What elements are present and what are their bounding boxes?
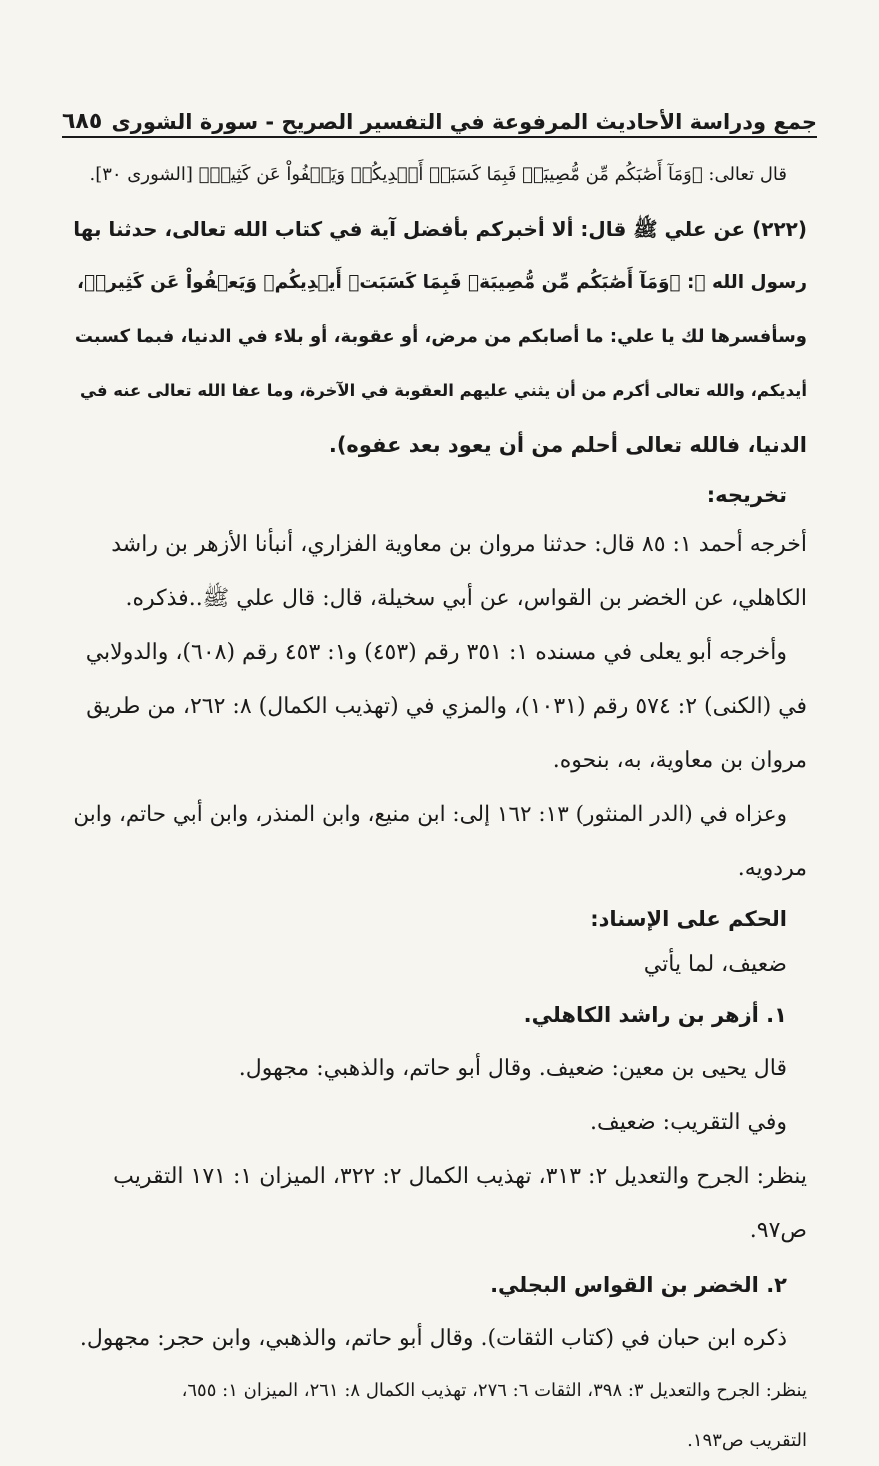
- narrator-note: وفي التقريب: ضعيف.: [589, 1110, 787, 1135]
- narrator-heading: ١. أزهر بن راشد الكاهلي.: [523, 1003, 787, 1027]
- takhrij-line: الكاهلي، عن الخضر بن القواس، عن أبي سخيلة، قال: قال علي ﷺ..فذكره.: [125, 586, 807, 611]
- verse-line: قال تعالى: ﴿وَمَآ أَصَٰبَكُم مِّن مُّصِيبَةٖ فَبِمَا كَسَبَتۡ أَيۡدِيكُمۡ وَيَعۡفُواْ عَن كَثِيرٖ﴾ [الشورى ٣٠].: [89, 164, 787, 185]
- reference-line: ينظر: الجرح والتعديل ٣: ٣٩٨، الثقات ٦: ٢٧٦، تهذيب الكمال ٨: ٢٦١، الميزان ١: ٦٥٥،: [181, 1380, 807, 1401]
- narrator-note: قال يحيى بن معين: ضعيف. وقال أبو حاتم، والذهبي: مجهول.: [238, 1056, 787, 1081]
- takhrij-line: أخرجه أحمد ١: ٨٥ قال: حدثنا مروان بن معاوية الفزاري، أنبأنا الأزهر بن راشد: [111, 532, 807, 557]
- hadith-text-line: (٢٢٢) عن علي ﷺ قال: ألا أخبركم بأفضل آية في كتاب الله تعالى، حدثنا بها: [73, 217, 807, 241]
- takhrij-line: في (الكنى) ٢: ٥٧٤ رقم (١٠٣١)، والمزي في (تهذيب الكمال) ٨: ٢٦٢، من طريق: [86, 694, 807, 719]
- hadith-text-line: الدنيا، فالله تعالى أحلم من أن يعود بعد عفوه).: [328, 433, 807, 457]
- narrator-note: ذكره ابن حبان في (كتاب الثقات). وقال أبو حاتم، والذهبي، وابن حجر: مجهول.: [79, 1326, 787, 1351]
- takhrij-line: وعزاه في (الدر المنثور) ١٣: ١٦٢ إلى: ابن منيع، وابن المنذر، وابن أبي حاتم، وابن: [73, 802, 787, 827]
- hadith-text-line: أيديكم، والله تعالى أكرم من أن يثني عليهم العقوبة في الآخرة، وما عفا الله تعالى عنه في: [80, 381, 807, 400]
- page-number: ٦٨٥: [62, 109, 103, 134]
- reference-line: ينظر: الجرح والتعديل ٢: ٣١٣، تهذيب الكمال ٢: ٣٢٢، الميزان ١: ١٧١ التقريب: [113, 1164, 807, 1189]
- takhrij-line: مردويه.: [737, 856, 807, 881]
- takhrij-line: وأخرجه أبو يعلى في مسنده ١: ٣٥١ رقم (٤٥٣) و١: ٤٥٣ رقم (٦٠٨)، والدولابي: [85, 640, 787, 665]
- page-body: [72, 148, 807, 1466]
- reference-line: ص٩٧.: [749, 1218, 807, 1243]
- hadith-text-line: وسأفسرها لك يا علي: ما أصابكم من مرض، أو عقوبة، أو بلاء في الدنيا، فبما كسبت: [74, 326, 807, 347]
- section-heading-takhrij: تخريجه:: [706, 483, 787, 507]
- header-rule: [62, 136, 817, 138]
- running-header: [62, 100, 817, 134]
- ruling-line: ضعيف، لما يأتي: [643, 952, 787, 977]
- hadith-text-line: رسول الله ﷺ: ﴿وَمَآ أَصَٰبَكُم مِّن مُّصِيبَةٖ فَبِمَا كَسَبَتۡ أَيۡدِيكُمۡ وَيَعۡفُواْ عَن كَثِيرٖ﴾،: [77, 272, 807, 293]
- header-title: جمع ودراسة الأحاديث المرفوعة في التفسير الصريح - سورة الشورى: [111, 110, 817, 134]
- takhrij-line: مروان بن معاوية، به، بنحوه.: [552, 748, 807, 773]
- narrator-heading: ٢. الخضر بن القواس البجلي.: [490, 1273, 787, 1297]
- section-heading-ruling: الحكم على الإسناد:: [590, 907, 787, 931]
- reference-line: التقريب ص١٩٣.: [687, 1430, 807, 1451]
